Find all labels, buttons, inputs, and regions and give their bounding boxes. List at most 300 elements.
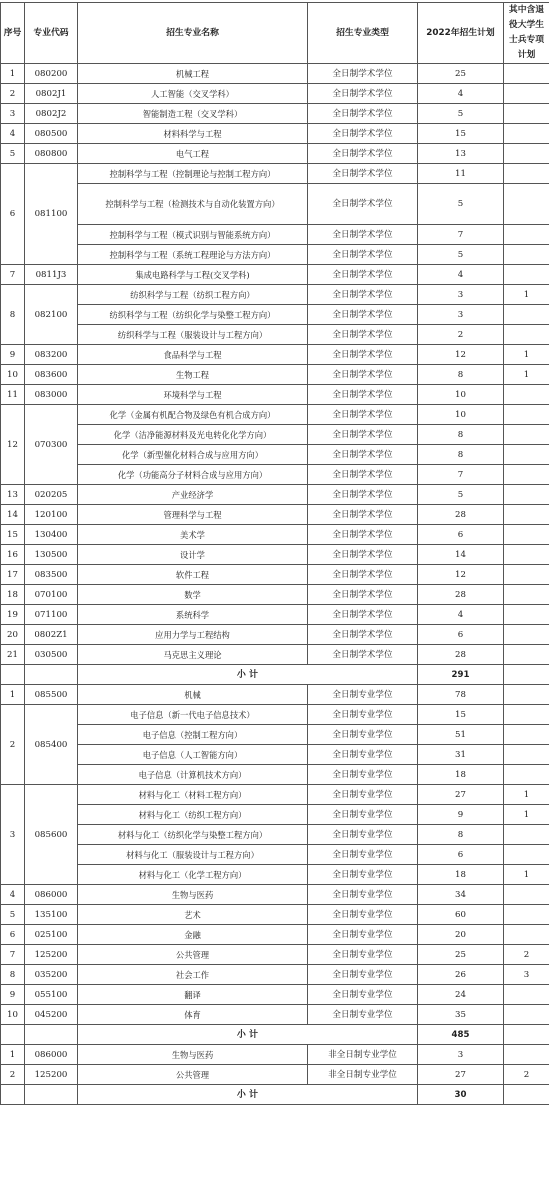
cell-seq: 2 [1, 84, 25, 104]
cell-veteran [504, 104, 549, 124]
cell-plan: 78 [418, 685, 504, 705]
cell-seq: 12 [1, 405, 25, 485]
cell-code: 086000 [25, 885, 78, 905]
cell-plan: 13 [418, 144, 504, 164]
cell-code: 0811J3 [25, 265, 78, 285]
cell-plan: 12 [418, 565, 504, 585]
cell-code: 135100 [25, 905, 78, 925]
cell-plan: 2 [418, 325, 504, 345]
cell-plan: 3 [418, 285, 504, 305]
cell-plan: 3 [418, 1045, 504, 1065]
cell-seq: 18 [1, 585, 25, 605]
cell-type: 全日制专业学位 [308, 825, 418, 845]
cell-name: 控制科学与工程（系统工程理论与方法方向） [78, 245, 308, 265]
cell-type: 全日制专业学位 [308, 745, 418, 765]
cell-plan: 34 [418, 885, 504, 905]
table-row [1, 685, 549, 705]
cell-type: 全日制学术学位 [308, 385, 418, 405]
cell-seq: 6 [1, 164, 25, 265]
cell-veteran [504, 505, 549, 525]
cell-veteran [504, 305, 549, 325]
cell-type: 全日制学术学位 [308, 144, 418, 164]
cell-veteran [504, 885, 549, 905]
table-row [1, 64, 549, 84]
cell-code: 083000 [25, 385, 78, 405]
table-row [1, 1045, 549, 1065]
cell-type: 全日制专业学位 [308, 785, 418, 805]
table-row [1, 705, 549, 725]
table-row [1, 465, 549, 485]
table-row [1, 605, 549, 625]
cell-seq: 16 [1, 545, 25, 565]
cell-type: 全日制学术学位 [308, 505, 418, 525]
cell-plan: 6 [418, 625, 504, 645]
subtotal-code [25, 1085, 78, 1105]
cell-name: 智能制造工程（交叉学科） [78, 104, 308, 124]
cell-name: 系统科学 [78, 605, 308, 625]
cell-name: 机械 [78, 685, 308, 705]
cell-name: 环境科学与工程 [78, 385, 308, 405]
table-row [1, 405, 549, 425]
subtotal-code [25, 1025, 78, 1045]
cell-name: 翻译 [78, 985, 308, 1005]
cell-seq: 15 [1, 525, 25, 545]
cell-name: 材料与化工（纺织化学与染整工程方向） [78, 825, 308, 845]
cell-name: 电子信息（控制工程方向） [78, 725, 308, 745]
cell-type: 全日制学术学位 [308, 605, 418, 625]
cell-plan: 4 [418, 84, 504, 104]
cell-veteran [504, 385, 549, 405]
subtotal-row [1, 1085, 549, 1105]
table-row [1, 265, 549, 285]
cell-type: 全日制学术学位 [308, 425, 418, 445]
cell-type: 全日制学术学位 [308, 265, 418, 285]
cell-code: 082100 [25, 285, 78, 345]
cell-veteran [504, 605, 549, 625]
cell-veteran [504, 164, 549, 184]
cell-code: 0802Z1 [25, 625, 78, 645]
cell-veteran [504, 685, 549, 705]
cell-name: 体育 [78, 1005, 308, 1025]
cell-code: 080800 [25, 144, 78, 164]
table-row [1, 785, 549, 805]
cell-type: 全日制学术学位 [308, 485, 418, 505]
cell-type: 全日制学术学位 [308, 405, 418, 425]
cell-name: 机械工程 [78, 64, 308, 84]
subtotal-label: 小 计 [78, 1085, 418, 1105]
cell-code: 083200 [25, 345, 78, 365]
cell-veteran [504, 124, 549, 144]
table-row [1, 645, 549, 665]
cell-seq: 7 [1, 265, 25, 285]
cell-type: 全日制学术学位 [308, 184, 418, 225]
cell-name: 纺织科学与工程（纺织工程方向） [78, 285, 308, 305]
cell-code: 130400 [25, 525, 78, 545]
cell-name: 电子信息（计算机技术方向） [78, 765, 308, 785]
cell-plan: 27 [418, 785, 504, 805]
cell-code: 081100 [25, 164, 78, 265]
cell-name: 化学（功能高分子材料合成与应用方向） [78, 465, 308, 485]
cell-plan: 28 [418, 505, 504, 525]
cell-veteran: 2 [504, 1065, 549, 1085]
cell-type: 全日制学术学位 [308, 645, 418, 665]
cell-name: 生物工程 [78, 365, 308, 385]
cell-plan: 60 [418, 905, 504, 925]
cell-veteran [504, 1045, 549, 1065]
cell-name: 公共管理 [78, 1065, 308, 1085]
cell-name: 金融 [78, 925, 308, 945]
cell-veteran [504, 1005, 549, 1025]
cell-type: 全日制学术学位 [308, 124, 418, 144]
cell-code: 085400 [25, 705, 78, 785]
table-row [1, 765, 549, 785]
cell-name: 材料与化工（纺织工程方向） [78, 805, 308, 825]
table-row [1, 225, 549, 245]
table-row [1, 505, 549, 525]
cell-name: 纺织科学与工程（纺织化学与染整工程方向） [78, 305, 308, 325]
cell-seq: 5 [1, 905, 25, 925]
cell-name: 材料科学与工程 [78, 124, 308, 144]
cell-plan: 26 [418, 965, 504, 985]
cell-plan: 18 [418, 865, 504, 885]
subtotal-code [25, 665, 78, 685]
table-row [1, 144, 549, 164]
table-row [1, 1065, 549, 1085]
cell-code: 125200 [25, 945, 78, 965]
cell-name: 化学（洁净能源材料及光电转化化学方向） [78, 425, 308, 445]
cell-seq: 4 [1, 124, 25, 144]
header-plan: 2022年招生计划 [418, 3, 504, 64]
cell-name: 美术学 [78, 525, 308, 545]
cell-type: 全日制专业学位 [308, 985, 418, 1005]
table-row [1, 164, 549, 184]
table-row [1, 985, 549, 1005]
cell-plan: 28 [418, 645, 504, 665]
cell-type: 全日制学术学位 [308, 365, 418, 385]
cell-name: 材料与化工（化学工程方向） [78, 865, 308, 885]
table-row [1, 845, 549, 865]
cell-seq: 10 [1, 365, 25, 385]
cell-plan: 4 [418, 265, 504, 285]
cell-veteran [504, 725, 549, 745]
subtotal-label: 小 计 [78, 1025, 418, 1045]
cell-type: 全日制专业学位 [308, 885, 418, 905]
cell-code: 035200 [25, 965, 78, 985]
cell-type: 全日制专业学位 [308, 965, 418, 985]
cell-name: 材料与化工（服装设计与工程方向） [78, 845, 308, 865]
cell-type: 非全日制专业学位 [308, 1065, 418, 1085]
cell-type: 全日制学术学位 [308, 545, 418, 565]
cell-veteran [504, 625, 549, 645]
cell-seq: 17 [1, 565, 25, 585]
cell-seq: 10 [1, 1005, 25, 1025]
cell-plan: 8 [418, 425, 504, 445]
cell-name: 马克思主义理论 [78, 645, 308, 665]
cell-seq: 1 [1, 1045, 25, 1065]
cell-plan: 8 [418, 445, 504, 465]
cell-name: 软件工程 [78, 565, 308, 585]
table-row [1, 425, 549, 445]
cell-type: 全日制学术学位 [308, 285, 418, 305]
cell-plan: 12 [418, 345, 504, 365]
subtotal-plan: 485 [418, 1025, 504, 1045]
cell-name: 控制科学与工程（模式识别与智能系统方向） [78, 225, 308, 245]
cell-seq: 20 [1, 625, 25, 645]
cell-code: 070300 [25, 405, 78, 485]
cell-name: 管理科学与工程 [78, 505, 308, 525]
cell-type: 全日制学术学位 [308, 305, 418, 325]
cell-type: 全日制学术学位 [308, 345, 418, 365]
cell-seq: 14 [1, 505, 25, 525]
cell-plan: 4 [418, 605, 504, 625]
cell-name: 数学 [78, 585, 308, 605]
cell-code: 071100 [25, 605, 78, 625]
subtotal-row [1, 665, 549, 685]
cell-veteran [504, 465, 549, 485]
cell-veteran: 3 [504, 965, 549, 985]
cell-veteran [504, 485, 549, 505]
cell-type: 全日制学术学位 [308, 164, 418, 184]
cell-seq: 9 [1, 985, 25, 1005]
cell-seq: 3 [1, 104, 25, 124]
cell-code: 055100 [25, 985, 78, 1005]
cell-type: 全日制专业学位 [308, 765, 418, 785]
cell-type: 全日制学术学位 [308, 245, 418, 265]
cell-name: 化学（新型催化材料合成与应用方向） [78, 445, 308, 465]
cell-plan: 8 [418, 825, 504, 845]
cell-type: 全日制专业学位 [308, 845, 418, 865]
table-row [1, 925, 549, 945]
cell-veteran [504, 825, 549, 845]
cell-plan: 10 [418, 385, 504, 405]
cell-type: 全日制学术学位 [308, 565, 418, 585]
cell-type: 全日制专业学位 [308, 865, 418, 885]
table-row [1, 184, 549, 225]
cell-name: 人工智能（交叉学科） [78, 84, 308, 104]
table-row [1, 445, 549, 465]
cell-name: 电子信息（人工智能方向） [78, 745, 308, 765]
cell-veteran [504, 545, 549, 565]
cell-code: 0802J1 [25, 84, 78, 104]
header-code: 专业代码 [25, 3, 78, 64]
cell-veteran [504, 184, 549, 225]
table-header [1, 3, 549, 64]
cell-type: 全日制专业学位 [308, 685, 418, 705]
cell-plan: 3 [418, 305, 504, 325]
cell-type: 全日制学术学位 [308, 64, 418, 84]
cell-veteran [504, 225, 549, 245]
cell-plan: 7 [418, 465, 504, 485]
cell-plan: 14 [418, 545, 504, 565]
header-name: 招生专业名称 [78, 3, 308, 64]
cell-code: 0802J2 [25, 104, 78, 124]
cell-plan: 24 [418, 985, 504, 1005]
table-row [1, 585, 549, 605]
cell-seq: 1 [1, 685, 25, 705]
cell-code: 080500 [25, 124, 78, 144]
cell-seq: 3 [1, 785, 25, 885]
cell-type: 全日制专业学位 [308, 945, 418, 965]
cell-veteran: 1 [504, 345, 549, 365]
cell-veteran: 2 [504, 945, 549, 965]
cell-seq: 2 [1, 705, 25, 785]
table-row [1, 245, 549, 265]
subtotal-veteran [504, 1025, 549, 1045]
table-row [1, 965, 549, 985]
cell-veteran [504, 845, 549, 865]
cell-name: 控制科学与工程（检测技术与自动化装置方向） [78, 184, 308, 225]
table-row [1, 525, 549, 545]
table-row [1, 905, 549, 925]
table-row [1, 625, 549, 645]
cell-veteran [504, 525, 549, 545]
table-row [1, 805, 549, 825]
table-row [1, 945, 549, 965]
cell-type: 全日制专业学位 [308, 905, 418, 925]
header-veteran: 其中含退役大学生士兵专项计划 [504, 3, 549, 64]
cell-veteran: 1 [504, 365, 549, 385]
cell-veteran [504, 765, 549, 785]
table-row [1, 825, 549, 845]
cell-name: 食品科学与工程 [78, 345, 308, 365]
cell-type: 非全日制专业学位 [308, 1045, 418, 1065]
cell-name: 电子信息（新一代电子信息技术） [78, 705, 308, 725]
cell-code: 030500 [25, 645, 78, 665]
table-row [1, 1005, 549, 1025]
cell-plan: 5 [418, 104, 504, 124]
cell-plan: 10 [418, 405, 504, 425]
cell-plan: 15 [418, 124, 504, 144]
subtotal-plan: 30 [418, 1085, 504, 1105]
cell-type: 全日制学术学位 [308, 525, 418, 545]
cell-veteran [504, 645, 549, 665]
table-row [1, 545, 549, 565]
cell-plan: 31 [418, 745, 504, 765]
cell-name: 材料与化工（材料工程方向） [78, 785, 308, 805]
cell-plan: 35 [418, 1005, 504, 1025]
cell-type: 全日制学术学位 [308, 84, 418, 104]
header-type: 招生专业类型 [308, 3, 418, 64]
table-row [1, 485, 549, 505]
cell-seq: 1 [1, 64, 25, 84]
cell-veteran [504, 445, 549, 465]
cell-veteran [504, 325, 549, 345]
cell-seq: 8 [1, 285, 25, 345]
cell-plan: 6 [418, 525, 504, 545]
table-row [1, 385, 549, 405]
cell-type: 全日制学术学位 [308, 585, 418, 605]
cell-name: 产业经济学 [78, 485, 308, 505]
cell-code: 125200 [25, 1065, 78, 1085]
cell-veteran: 1 [504, 805, 549, 825]
cell-veteran [504, 405, 549, 425]
cell-veteran [504, 64, 549, 84]
enrollment-plan-table-wrapper [0, 2, 549, 1105]
table-row [1, 745, 549, 765]
cell-type: 全日制学术学位 [308, 325, 418, 345]
cell-veteran [504, 745, 549, 765]
cell-name: 生物与医药 [78, 885, 308, 905]
subtotal-veteran [504, 1085, 549, 1105]
cell-code: 086000 [25, 1045, 78, 1065]
cell-name: 应用力学与工程结构 [78, 625, 308, 645]
cell-name: 生物与医药 [78, 1045, 308, 1065]
cell-name: 纺织科学与工程（服装设计与工程方向） [78, 325, 308, 345]
cell-plan: 51 [418, 725, 504, 745]
cell-type: 全日制专业学位 [308, 925, 418, 945]
cell-seq: 11 [1, 385, 25, 405]
cell-veteran [504, 565, 549, 585]
cell-plan: 11 [418, 164, 504, 184]
cell-veteran [504, 144, 549, 164]
cell-code: 085500 [25, 685, 78, 705]
cell-type: 全日制专业学位 [308, 705, 418, 725]
cell-veteran [504, 265, 549, 285]
cell-name: 控制科学与工程（控制理论与控制工程方向） [78, 164, 308, 184]
subtotal-seq [1, 665, 25, 685]
cell-type: 全日制学术学位 [308, 465, 418, 485]
cell-veteran [504, 705, 549, 725]
cell-veteran [504, 245, 549, 265]
cell-seq: 21 [1, 645, 25, 665]
table-row [1, 365, 549, 385]
cell-plan: 5 [418, 184, 504, 225]
cell-code: 120100 [25, 505, 78, 525]
cell-seq: 4 [1, 885, 25, 905]
cell-seq: 7 [1, 945, 25, 965]
subtotal-seq [1, 1025, 25, 1045]
cell-plan: 25 [418, 945, 504, 965]
cell-plan: 20 [418, 925, 504, 945]
cell-veteran: 1 [504, 285, 549, 305]
cell-seq: 9 [1, 345, 25, 365]
cell-name: 设计学 [78, 545, 308, 565]
cell-veteran: 1 [504, 785, 549, 805]
cell-seq: 19 [1, 605, 25, 625]
cell-code: 045200 [25, 1005, 78, 1025]
cell-name: 集成电路科学与工程(交叉学科) [78, 265, 308, 285]
cell-veteran [504, 425, 549, 445]
cell-seq: 13 [1, 485, 25, 505]
cell-seq: 2 [1, 1065, 25, 1085]
cell-plan: 6 [418, 845, 504, 865]
cell-veteran [504, 985, 549, 1005]
cell-veteran [504, 84, 549, 104]
table-row [1, 305, 549, 325]
cell-plan: 5 [418, 245, 504, 265]
cell-plan: 15 [418, 705, 504, 725]
cell-name: 电气工程 [78, 144, 308, 164]
table-row [1, 325, 549, 345]
cell-veteran [504, 905, 549, 925]
cell-plan: 27 [418, 1065, 504, 1085]
header-seq: 序号 [1, 3, 25, 64]
table-row [1, 885, 549, 905]
cell-plan: 9 [418, 805, 504, 825]
subtotal-plan: 291 [418, 665, 504, 685]
cell-code: 070100 [25, 585, 78, 605]
table-row [1, 285, 549, 305]
cell-name: 公共管理 [78, 945, 308, 965]
table-row [1, 725, 549, 745]
table-row [1, 865, 549, 885]
cell-plan: 18 [418, 765, 504, 785]
table-body [1, 64, 549, 1105]
cell-type: 全日制专业学位 [308, 805, 418, 825]
cell-code: 130500 [25, 545, 78, 565]
cell-plan: 5 [418, 485, 504, 505]
cell-plan: 25 [418, 64, 504, 84]
